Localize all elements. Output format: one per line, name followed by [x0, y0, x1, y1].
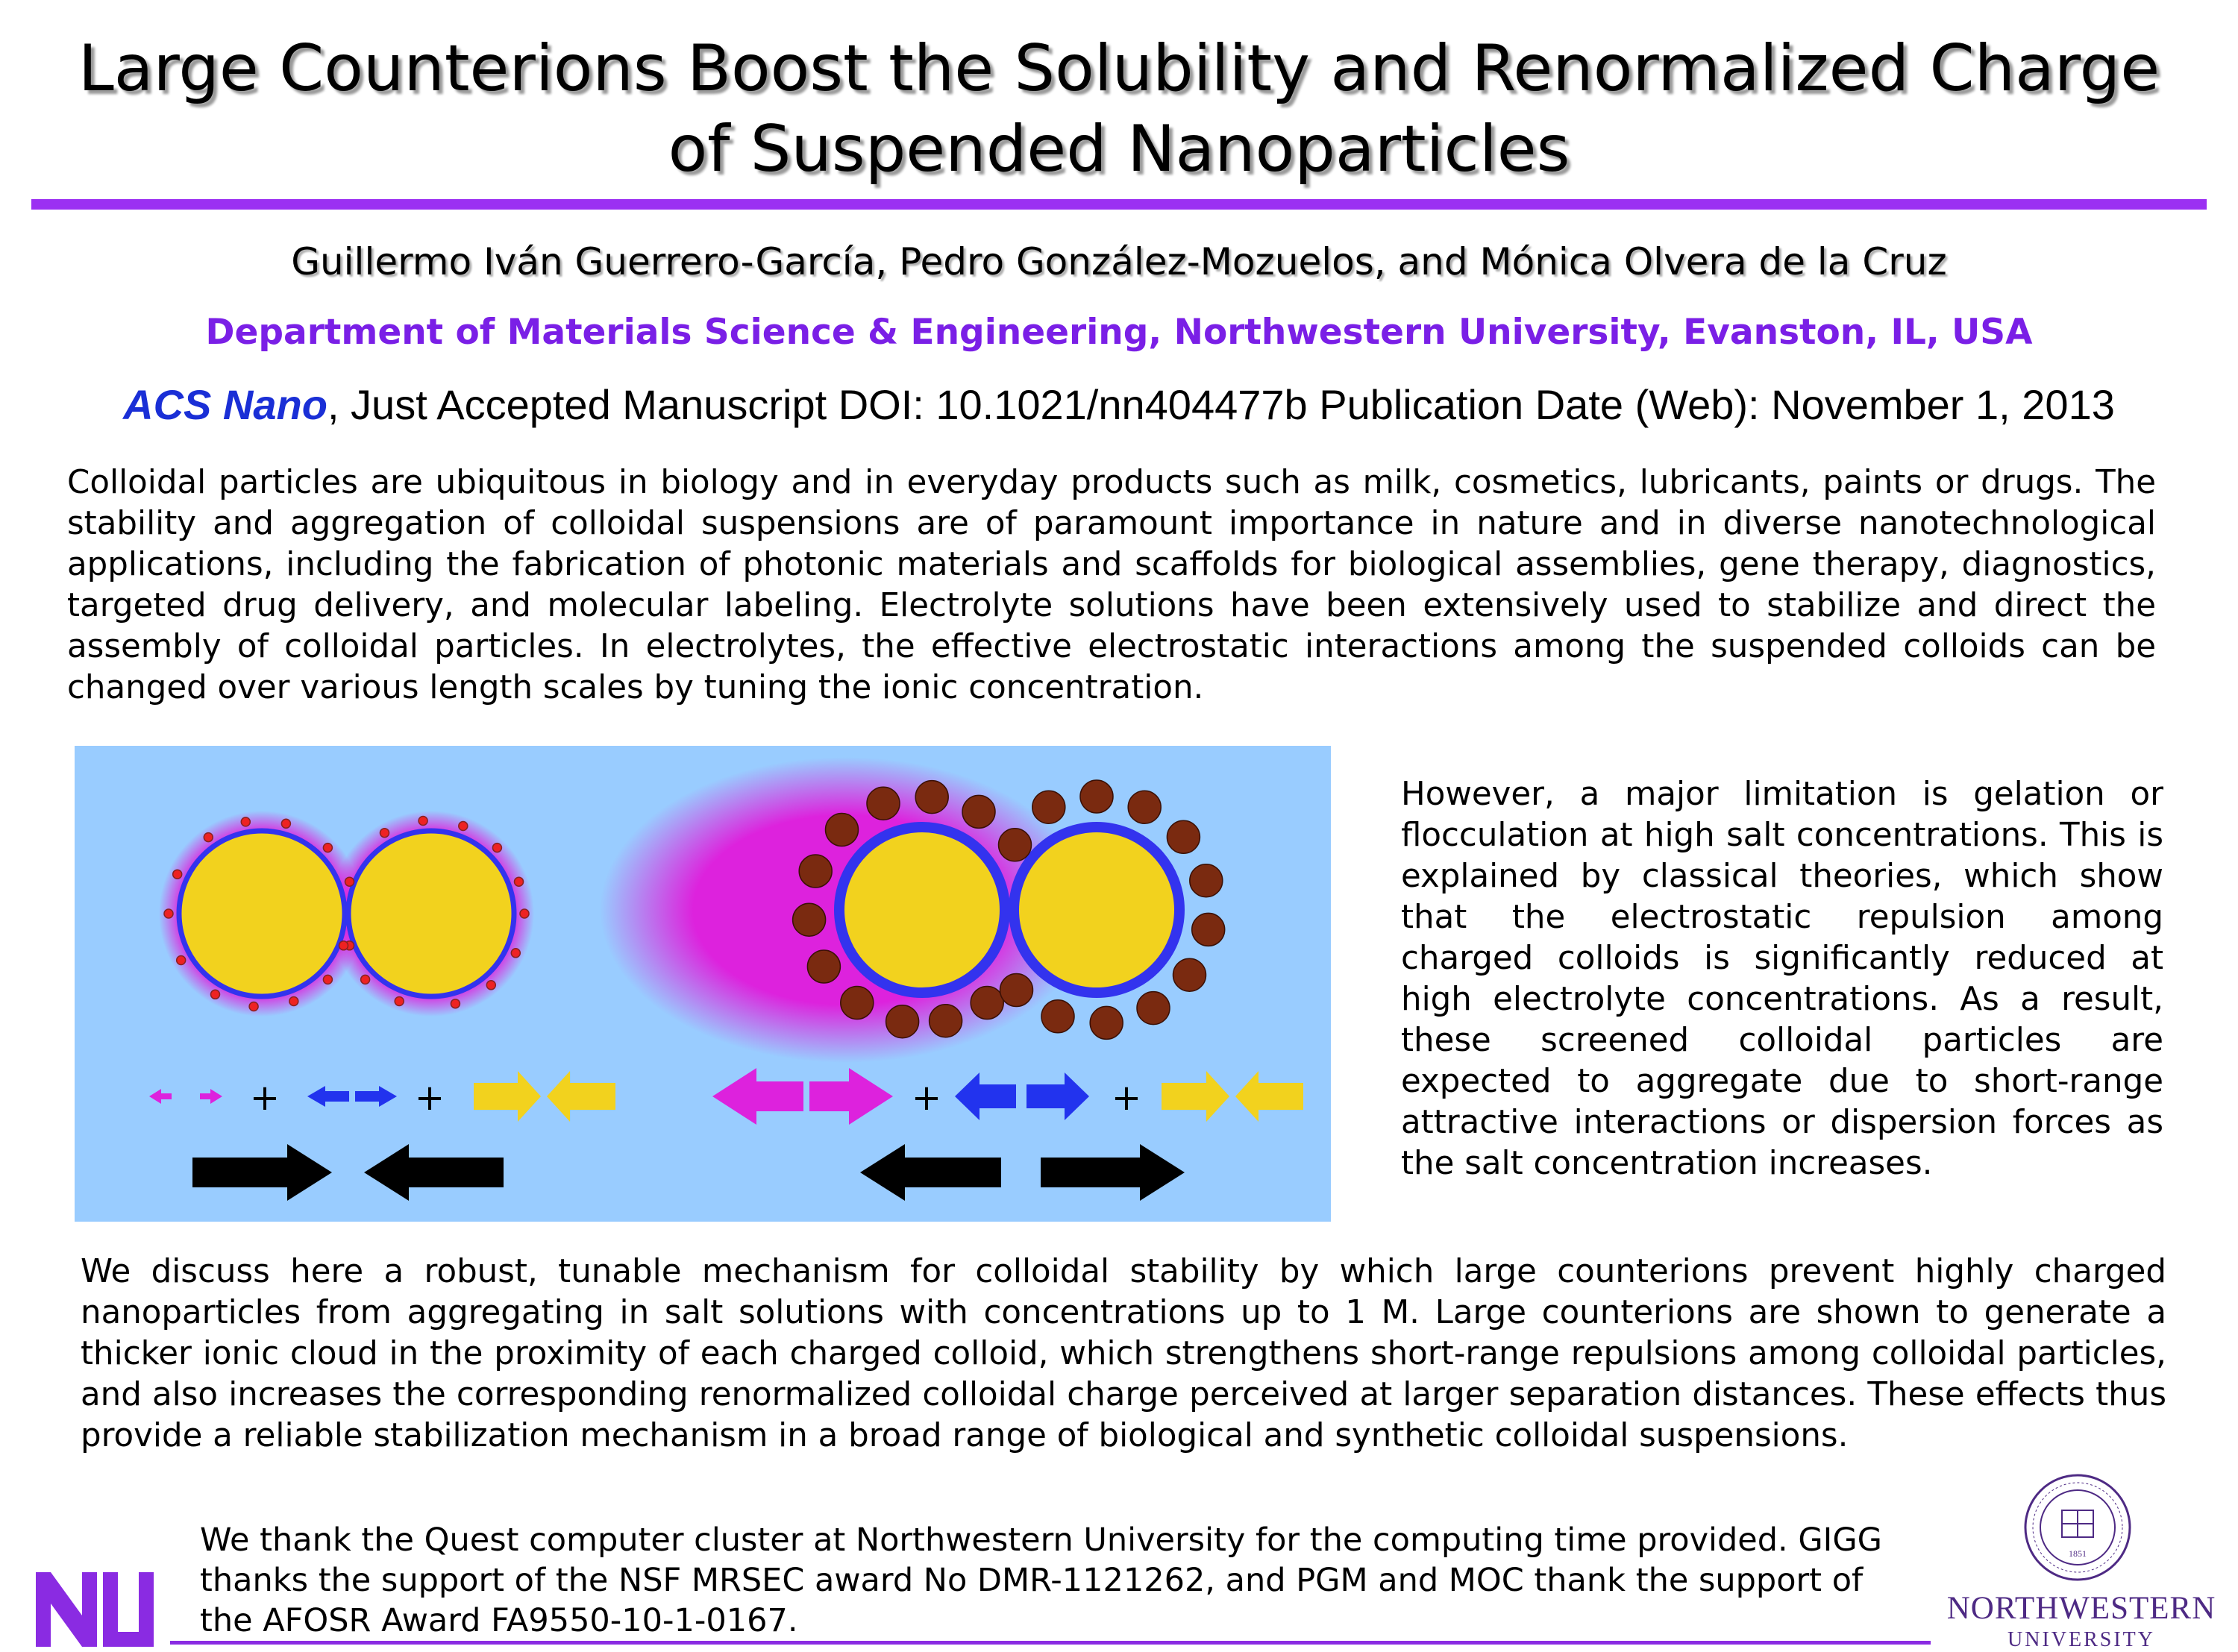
large-counterion	[1000, 974, 1033, 1007]
small-counterion	[511, 949, 520, 958]
large-counterion	[1080, 780, 1113, 813]
large-counterion	[1190, 864, 1223, 897]
small-counterion	[451, 999, 460, 1008]
colloid-figure	[75, 746, 1331, 1222]
large-counterion	[867, 787, 900, 820]
poster-title: Large Counterions Boost the Solubility and Renormalized Charge of Suspended Nanoparticles	[78, 31, 2160, 186]
plus-sign: +	[911, 1077, 942, 1119]
large-counterion	[1041, 1000, 1074, 1033]
acknowledgment: We thank the Quest computer cluster at Northwestern University for the computing time provided. GIGG thanks the support of the NSF MRSEC award No DMR-1121262, and PGM and MOC thank the support of the AFOSR Award FA9550-10-1-0167.	[200, 1521, 1883, 1639]
plus-sign: +	[249, 1077, 280, 1119]
small-counterion	[204, 833, 213, 842]
colloid-left-a	[179, 831, 345, 996]
author-list: Guillermo Iván Guerrero-García, Pedro González-Mozuelos, and Mónica Olvera de la Cruz	[291, 240, 1947, 283]
small-counterion	[345, 877, 354, 886]
small-counterion	[419, 817, 427, 826]
small-counterion	[520, 909, 529, 918]
large-counterion	[971, 987, 1003, 1020]
plus-sign: +	[1111, 1077, 1142, 1119]
seal-year: 1851	[2069, 1548, 2087, 1559]
large-counterion	[999, 829, 1032, 861]
large-counterion	[1032, 791, 1065, 823]
small-counterion	[515, 877, 524, 886]
title-divider	[31, 199, 2207, 210]
large-counterion	[793, 903, 826, 936]
plus-sign: +	[414, 1077, 445, 1119]
small-counterion	[249, 1002, 258, 1011]
large-counterion	[1090, 1006, 1123, 1039]
large-counterion	[962, 795, 995, 828]
small-counterion	[486, 981, 495, 990]
small-counterion	[173, 870, 182, 879]
small-counterion	[289, 997, 298, 1006]
large-counterion	[886, 1005, 919, 1038]
large-counterion	[841, 987, 874, 1020]
small-counterion	[281, 819, 290, 828]
nu-monogram-logo	[36, 1572, 155, 1647]
affiliation: Department of Materials Science & Engineering, Northwestern University, Evanston, IL, USA	[205, 312, 2033, 353]
small-counterion	[241, 817, 250, 826]
small-counterion	[211, 990, 220, 999]
colloid-right-b	[1014, 827, 1179, 993]
large-counterion	[826, 814, 859, 847]
colloid-right-a	[839, 827, 1005, 993]
footer-divider	[170, 1641, 1931, 1645]
university-wordmark: UNIVERSITY	[2007, 1628, 2155, 1651]
large-counterion	[915, 781, 948, 814]
large-counterion	[930, 1005, 962, 1037]
intro-paragraph: Colloidal particles are ubiquitous in biology and in everyday products such as milk, cosmetics, lubricants, paints or drugs. The stability and aggregation of colloidal suspensions are of paramount importance in nature and in diverse nanotechnological applications, including the fabrication of photonic materials and scaffolds for biological assemblies, gene therapy, diagnostics, targeted drug delivery, and molecular labeling. Electrolyte solutions have been extensively used to stabilize and direct the assembly of colloidal particles. In electrolytes, the effective electrostatic interactions among the suspended colloids can be changed over various length scales by tuning the ionic concentration.	[67, 464, 2156, 706]
small-counterion	[492, 844, 501, 852]
small-counterion	[339, 941, 348, 950]
large-counterion	[1192, 913, 1225, 946]
small-counterion	[177, 956, 186, 965]
large-counterion	[1167, 820, 1200, 853]
limitation-paragraph: However, a major limitation is gelation or flocculation at high salt concentrations. This is explained by classical theories, which show that the electrostatic repulsion among charged colloids is significantly reduced at high electrolyte concentrations. As a result, these screened colloidal particles are expected to aggregate due to short-range attractive interactions or dispersion forces as the salt concentration increases.	[1401, 776, 2163, 1182]
small-counterion	[323, 975, 332, 984]
small-counterion	[361, 975, 370, 984]
citation-line	[45, 380, 2193, 429]
large-counterion	[1128, 791, 1161, 823]
small-counterion	[459, 822, 468, 831]
university-seal	[2023, 1473, 2132, 1582]
mechanism-paragraph: We discuss here a robust, tunable mechanism for colloidal stability by which large counterions prevent highly charged nanoparticles from aggregating in salt solutions with concentrations up to 1 M. Large counterions are shown to generate a thicker ionic cloud in the proximity of each charged colloid, which strengthens short-range repulsions among colloidal particles, and also increases the corresponding renormalized colloidal charge perceived at larger separation distances. These effects thus provide a reliable stabilization mechanism in a broad range of biological and synthetic colloidal suspensions.	[81, 1253, 2166, 1454]
small-counterion	[164, 909, 173, 918]
small-counterion	[323, 844, 332, 852]
colloid-left-b	[348, 831, 514, 996]
journal-name[interactable]: ACS Nano	[123, 381, 327, 428]
small-counterion	[380, 829, 389, 838]
large-counterion	[807, 950, 840, 983]
large-counterion	[1137, 992, 1170, 1025]
large-counterion	[1173, 958, 1206, 991]
small-counterion	[395, 997, 404, 1006]
large-counterion	[799, 855, 832, 888]
northwestern-wordmark: NORTHWESTERN	[1946, 1591, 2216, 1626]
citation-details: , Just Accepted Manuscript DOI: 10.1021/nn404477b Publication Date (Web): November 1, 2013	[327, 381, 2115, 428]
